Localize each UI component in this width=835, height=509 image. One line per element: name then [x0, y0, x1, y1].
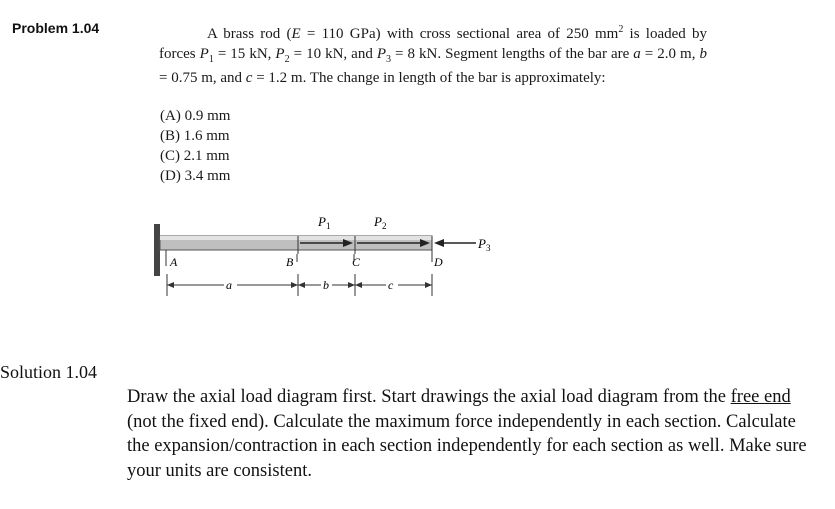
answer-options [160, 106, 230, 186]
option-c: (C) 2.1 mm [160, 148, 230, 164]
dim-b-label: b [323, 278, 329, 292]
problem-label: Problem 1.04 [12, 20, 100, 36]
fixed-wall [154, 224, 160, 276]
p1-label: $P_1$ [318, 214, 331, 231]
dim-c-label: c [388, 278, 394, 292]
p2-label: $P_2$ [374, 214, 387, 231]
problem-statement: A brass rod (E = 110 GPa) with cross sectional area of 250 $mm^2$ is loaded by forces $P_1 = 15$ kN, $P_2 = 10$ kN, and $P_3 = 8$ kN. Segment lengths of the bar are a = 2.0 m, b = 0.75 m, and c = 1.2 m. The change in length of the bar is approximately: [159, 24, 707, 86]
dim-a-label: a [226, 278, 232, 292]
bar-diagram [140, 210, 520, 305]
point-b-label: B [286, 255, 294, 269]
point-d-label: D [434, 255, 443, 269]
point-a-label: A [170, 255, 178, 269]
option-d: (D) 3.4 mm [160, 168, 231, 184]
option-b: (B) 1.6 mm [160, 128, 230, 144]
p3-label: $P_3$ [478, 236, 491, 253]
solution-text: Draw the axial load diagram first. Start drawings the axial load diagram from the free end (not the fixed end). Calculate the maximum force independently in each section. Calculate the expansion/contraction in each section independently for each section as well. Make sure your units are consistent. [127, 387, 807, 481]
solution-label: Solution 1.04 [0, 362, 98, 382]
free-end-emphasis: free end [730, 387, 791, 407]
option-a: (A) 0.9 mm [160, 108, 231, 124]
point-c-label: C [352, 255, 361, 269]
